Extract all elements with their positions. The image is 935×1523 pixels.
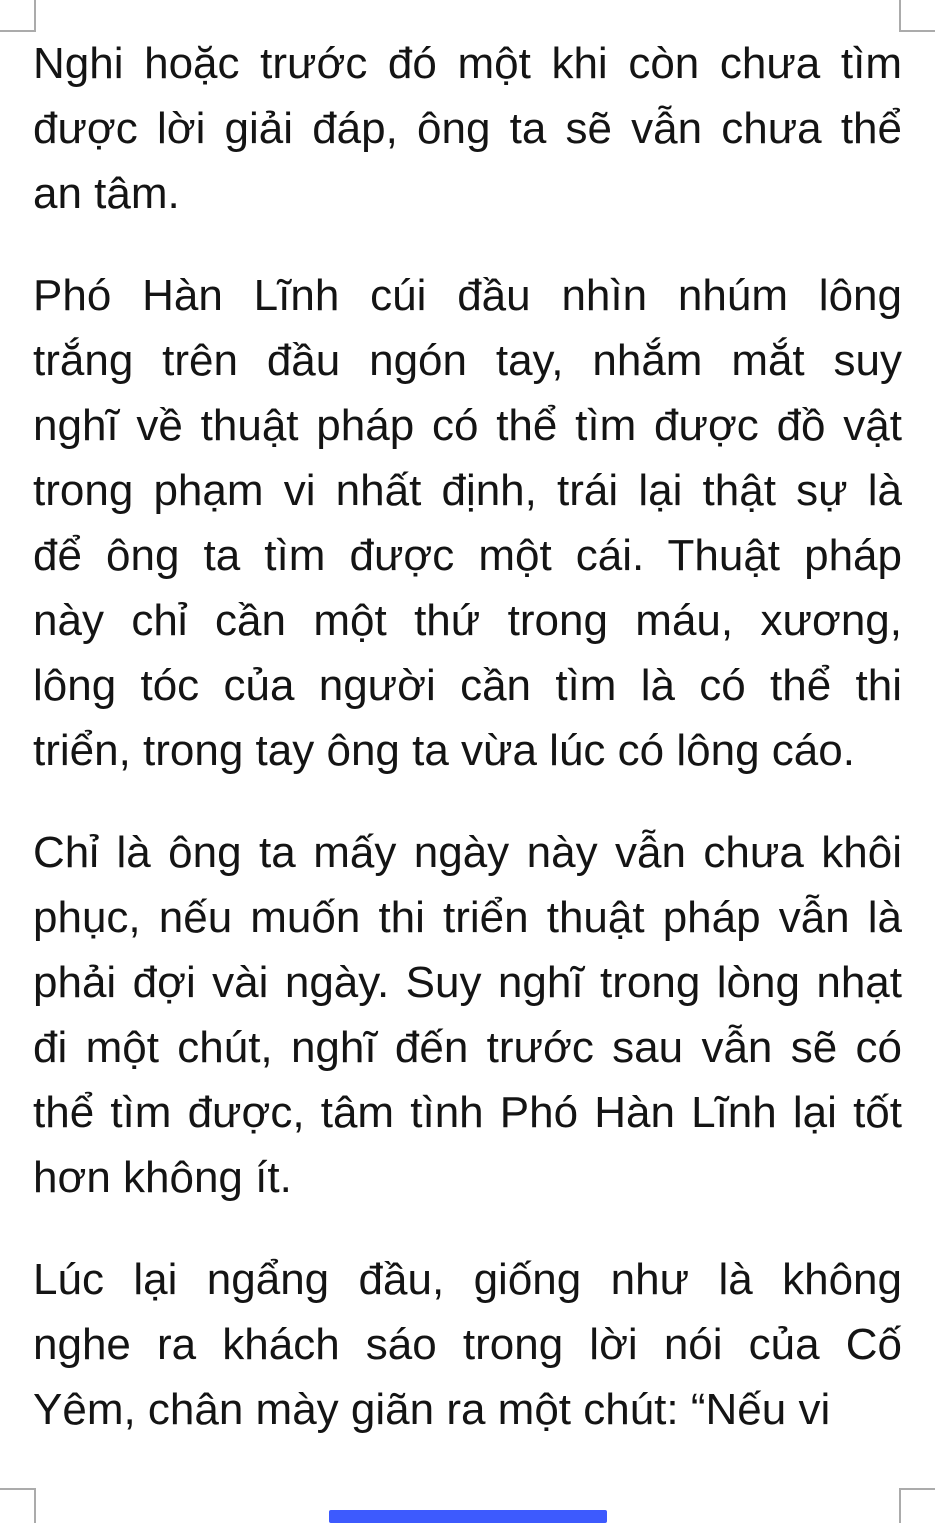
corner-mark-bottom-left — [0, 1488, 36, 1523]
text-line: Lúc lại ngẩng đầu, giống như là không — [33, 1255, 902, 1304]
text-line: lông tóc của người cần tìm là có thể thi — [33, 661, 902, 710]
text-line: đi một chút, nghĩ đến trước sau vẫn sẽ có — [33, 1023, 902, 1072]
text-line: nghe ra khách sáo trong lời nói của Cố — [33, 1320, 902, 1369]
text-line: trong phạm vi nhất định, trái lại thật sự là — [33, 466, 902, 515]
text-line: an tâm. — [33, 169, 180, 218]
text-line: này chỉ cần một thứ trong máu, xương, — [33, 596, 902, 645]
text-content[interactable] — [33, 31, 902, 1479]
text-line: Chỉ là ông ta mấy ngày này vẫn chưa khôi — [33, 828, 902, 877]
text-paragraph — [33, 820, 902, 1210]
text-paragraph — [33, 31, 902, 226]
bottom-nav-pill[interactable] — [329, 1510, 607, 1523]
text-paragraph — [33, 1247, 902, 1442]
text-line: phải đợi vài ngày. Suy nghĩ trong lòng nhạt — [33, 958, 902, 1007]
corner-mark-top-left — [0, 0, 36, 32]
text-line: hơn không ít. — [33, 1153, 292, 1202]
text-line: phục, nếu muốn thi triển thuật pháp vẫn là — [33, 893, 902, 942]
text-line: triển, trong tay ông ta vừa lúc có lông cáo. — [33, 726, 855, 775]
text-line: để ông ta tìm được một cái. Thuật pháp — [33, 531, 902, 580]
text-paragraph — [33, 263, 902, 783]
corner-mark-bottom-right — [899, 1488, 935, 1523]
corner-mark-top-right — [899, 0, 935, 32]
text-line: Phó Hàn Lĩnh cúi đầu nhìn nhúm lông — [33, 271, 902, 320]
text-line: được lời giải đáp, ông ta sẽ vẫn chưa thể — [33, 104, 902, 153]
text-line: nghĩ về thuật pháp có thể tìm được đồ vật — [33, 401, 902, 450]
text-line: trắng trên đầu ngón tay, nhắm mắt suy — [33, 336, 902, 385]
text-line: Yêm, chân mày giãn ra một chút: “Nếu vi — [33, 1385, 831, 1434]
text-line: Nghi hoặc trước đó một khi còn chưa tìm — [33, 39, 902, 88]
text-line: thể tìm được, tâm tình Phó Hàn Lĩnh lại tốt — [33, 1088, 902, 1137]
